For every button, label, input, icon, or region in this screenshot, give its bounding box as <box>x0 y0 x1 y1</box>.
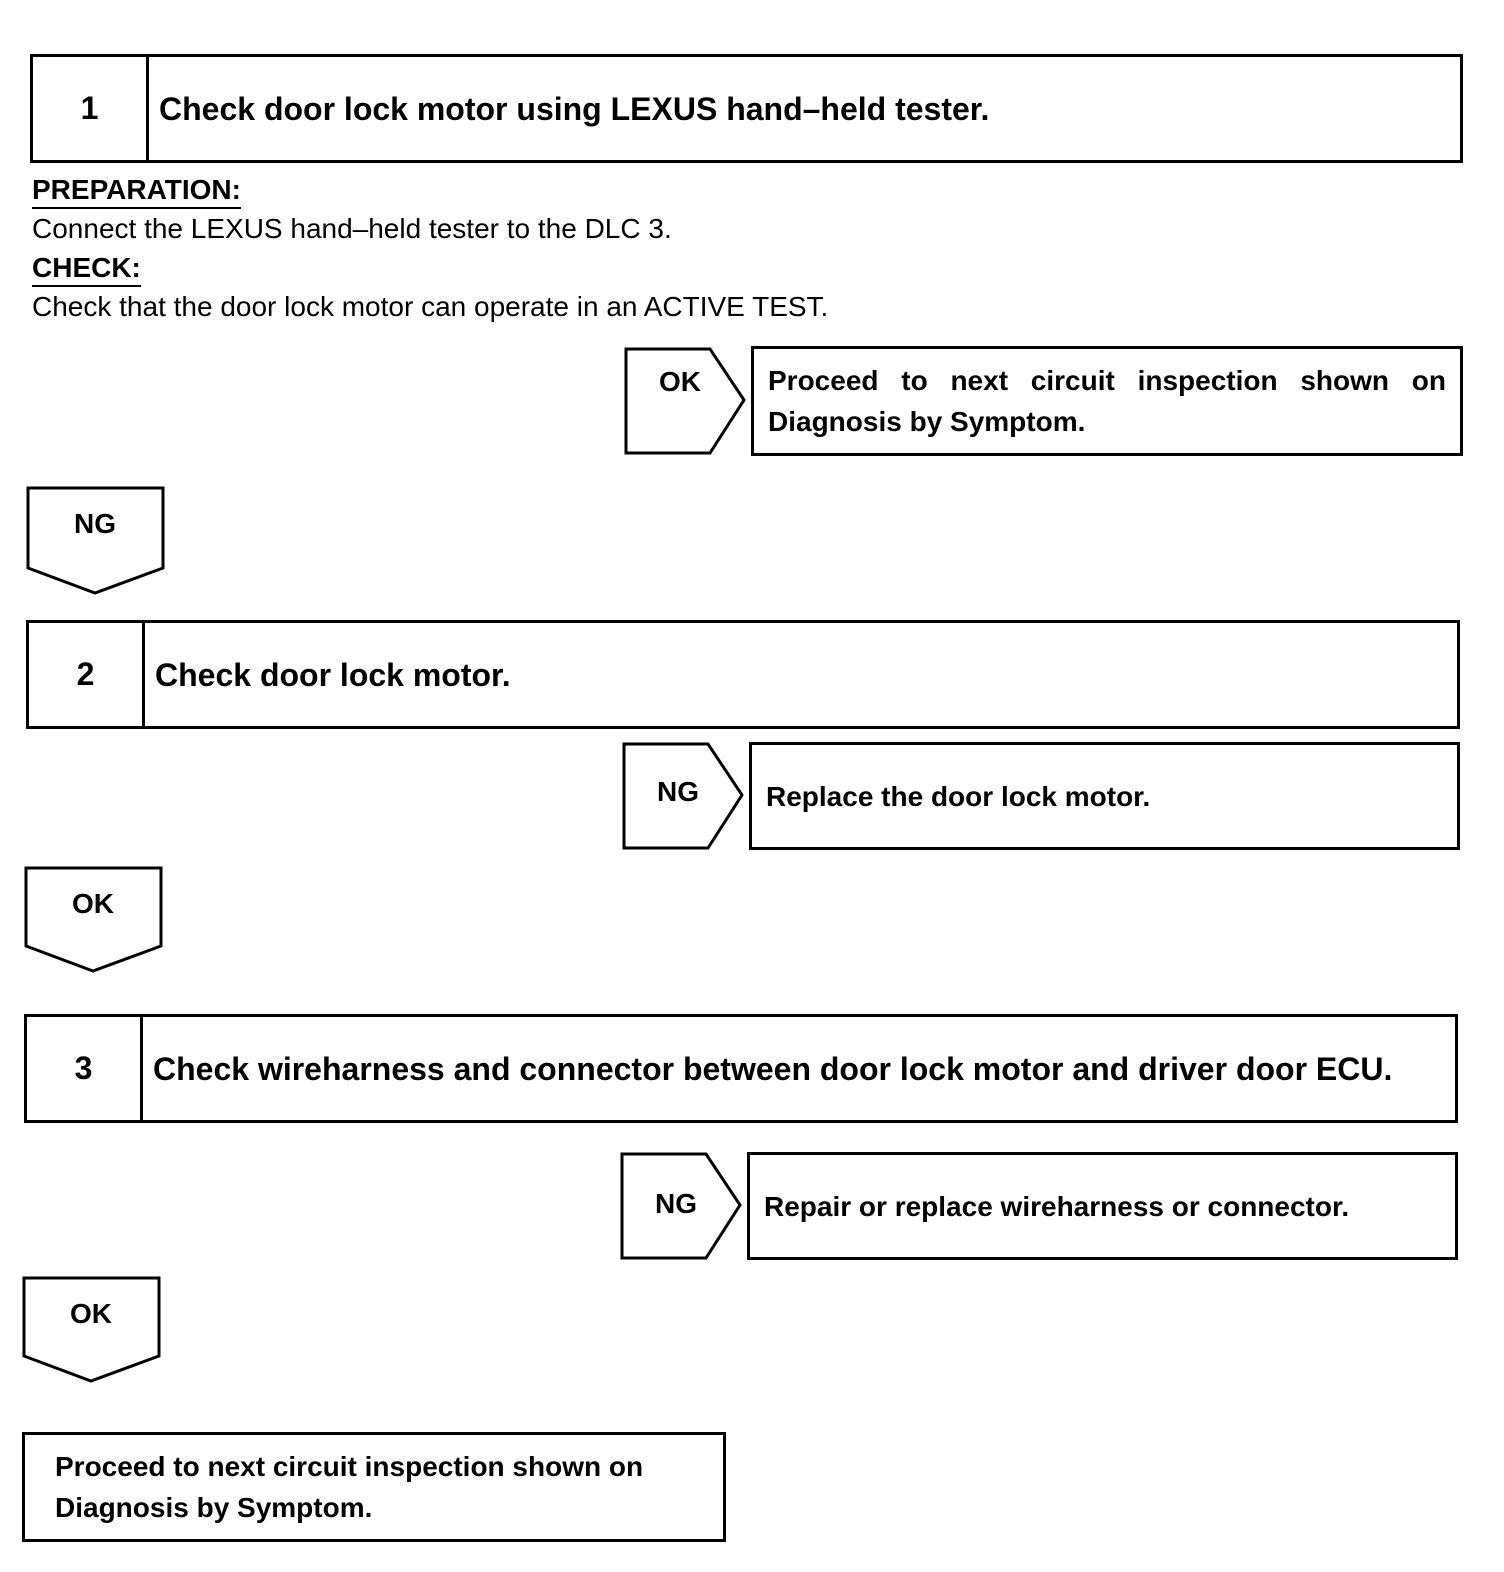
step-1-box <box>30 54 1463 163</box>
step-3-title: Check wireharness and connector between door lock motor and driver door ECU. <box>153 1050 1393 1087</box>
check-text: Check that the door lock motor can operate in an ACTIVE TEST. <box>32 291 829 322</box>
step-2-box <box>26 620 1460 729</box>
step-1-ok-label: OK <box>659 366 701 397</box>
step-2-ok-label: OK <box>72 888 114 919</box>
step-2-number: 2 <box>29 623 145 726</box>
step-3-number: 3 <box>27 1017 143 1120</box>
step-3-box <box>24 1014 1458 1123</box>
step-3-ok-down-arrow <box>22 1276 162 1386</box>
step-2-ok-down-arrow <box>24 866 164 976</box>
preparation-text: Connect the LEXUS hand–held tester to the DLC 3. <box>32 213 672 244</box>
step-1-ng-down-arrow <box>26 486 166 598</box>
step-1-number: 1 <box>33 57 149 160</box>
step-3-ng-result: Repair or replace wireharness or connector. <box>747 1152 1458 1260</box>
final-result-box: Proceed to next circuit inspection shown on Diagnosis by Symptom. <box>22 1432 726 1542</box>
step-1-ng-label: NG <box>74 508 116 539</box>
step-2-ng-result: Replace the door lock motor. <box>749 742 1460 850</box>
step-1-title: Check door lock motor using LEXUS hand–held tester. <box>159 90 990 127</box>
step-3-ok-label: OK <box>70 1298 112 1329</box>
preparation-label: PREPARATION: <box>32 174 241 206</box>
step-3-ng-label: NG <box>655 1188 697 1219</box>
step-1-ok-right-arrow <box>624 347 748 457</box>
step-1-ok-result: Proceed to next circuit inspection shown on Diagnosis by Symptom. <box>751 346 1463 456</box>
check-label: CHECK: <box>32 252 141 284</box>
step-2-ng-label: NG <box>657 776 699 807</box>
step-2-title: Check door lock motor. <box>155 656 511 693</box>
